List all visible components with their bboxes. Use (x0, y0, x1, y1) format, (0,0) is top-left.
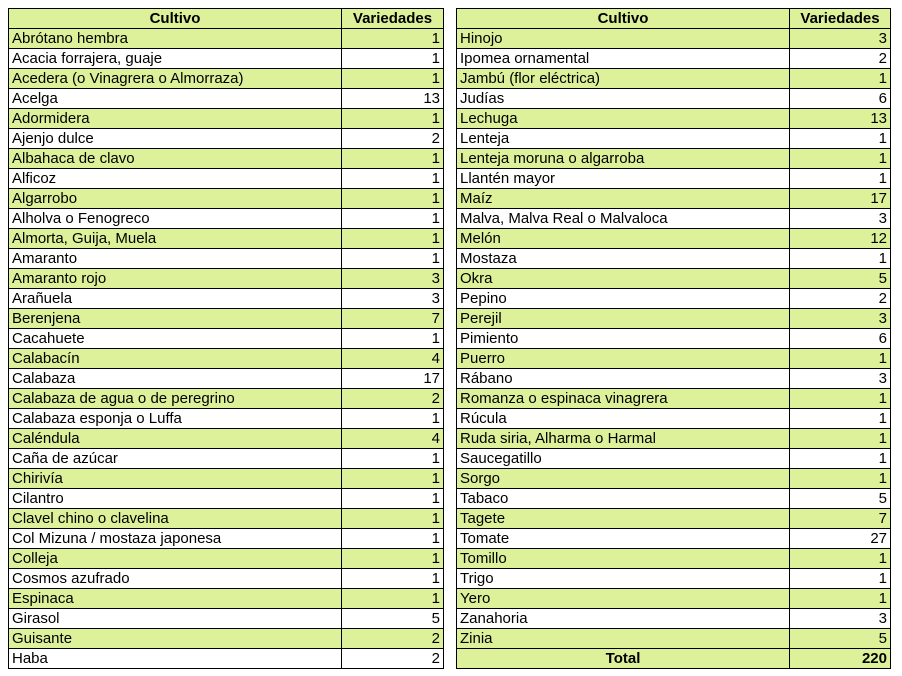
crop-name-cell: Clavel chino o clavelina (9, 509, 342, 529)
crop-name-cell: Romanza o espinaca vinagrera (457, 389, 790, 409)
crops-table-right-body (457, 29, 891, 649)
crop-name-cell: Calabaza esponja o Luffa (9, 409, 342, 429)
table-row (457, 429, 891, 449)
crop-name-cell: Tagete (457, 509, 790, 529)
table-row (9, 169, 444, 189)
crops-table-left (8, 8, 444, 669)
crop-name-cell: Puerro (457, 349, 790, 369)
crop-name-cell: Col Mizuna / mostaza japonesa (9, 529, 342, 549)
variety-count-cell: 1 (342, 589, 444, 609)
variety-count-cell: 1 (790, 589, 891, 609)
table-row (9, 489, 444, 509)
variety-count-cell: 1 (342, 329, 444, 349)
variety-count-cell: 1 (342, 549, 444, 569)
crop-name-cell: Malva, Malva Real o Malvaloca (457, 209, 790, 229)
table-row (457, 149, 891, 169)
crop-name-cell: Lenteja (457, 129, 790, 149)
crop-name-cell: Alholva o Fenogreco (9, 209, 342, 229)
variety-count-cell: 7 (342, 309, 444, 329)
variety-count-cell: 1 (342, 229, 444, 249)
variety-count-cell: 3 (790, 609, 891, 629)
variety-count-cell: 1 (790, 549, 891, 569)
table-row (457, 209, 891, 229)
column-header-cultivo: Cultivo (457, 9, 790, 29)
table-row (9, 129, 444, 149)
table-row (457, 529, 891, 549)
table-row (9, 409, 444, 429)
total-value: 220 (790, 649, 891, 669)
table-row (457, 69, 891, 89)
table-row (457, 29, 891, 49)
crop-name-cell: Haba (9, 649, 342, 669)
variety-count-cell: 1 (342, 469, 444, 489)
table-row (9, 229, 444, 249)
variety-count-cell: 1 (790, 349, 891, 369)
table-row (457, 549, 891, 569)
table-row (9, 189, 444, 209)
variety-count-cell: 1 (790, 129, 891, 149)
crop-name-cell: Arañuela (9, 289, 342, 309)
variety-count-cell: 1 (790, 469, 891, 489)
crop-name-cell: Ajenjo dulce (9, 129, 342, 149)
variety-count-cell: 2 (342, 389, 444, 409)
variety-count-cell: 1 (790, 169, 891, 189)
variety-count-cell: 3 (790, 369, 891, 389)
crop-name-cell: Melón (457, 229, 790, 249)
variety-count-cell: 1 (342, 29, 444, 49)
crop-name-cell: Zinia (457, 629, 790, 649)
column-header-cultivo: Cultivo (9, 9, 342, 29)
table-row (9, 309, 444, 329)
crops-table-right (456, 8, 891, 669)
crop-name-cell: Alficoz (9, 169, 342, 189)
table-row (457, 89, 891, 109)
crop-name-cell: Cosmos azufrado (9, 569, 342, 589)
table-row (9, 569, 444, 589)
variety-count-cell: 12 (790, 229, 891, 249)
table-row (9, 389, 444, 409)
table-row (457, 129, 891, 149)
crop-name-cell: Cilantro (9, 489, 342, 509)
table-row (9, 209, 444, 229)
table-row (457, 609, 891, 629)
variety-count-cell: 2 (342, 649, 444, 669)
crop-name-cell: Chirivía (9, 469, 342, 489)
table-row (9, 449, 444, 469)
variety-count-cell: 1 (342, 569, 444, 589)
table-row (457, 329, 891, 349)
variety-count-cell: 1 (342, 169, 444, 189)
total-row (457, 649, 891, 669)
variety-count-cell: 1 (790, 429, 891, 449)
total-label: Total (457, 649, 790, 669)
crop-name-cell: Pepino (457, 289, 790, 309)
crop-name-cell: Rábano (457, 369, 790, 389)
table-row (457, 169, 891, 189)
table-row (9, 589, 444, 609)
table-row (9, 609, 444, 629)
variety-count-cell: 3 (790, 209, 891, 229)
variety-count-cell: 2 (342, 629, 444, 649)
crop-name-cell: Girasol (9, 609, 342, 629)
variety-count-cell: 6 (790, 89, 891, 109)
table-row (9, 149, 444, 169)
variety-count-cell: 1 (342, 209, 444, 229)
crop-name-cell: Ipomea ornamental (457, 49, 790, 69)
variety-count-cell: 17 (790, 189, 891, 209)
table-row (9, 349, 444, 369)
variety-count-cell: 1 (342, 409, 444, 429)
crop-name-cell: Mostaza (457, 249, 790, 269)
table-row (9, 469, 444, 489)
crop-name-cell: Cacahuete (9, 329, 342, 349)
table-row (457, 189, 891, 209)
variety-count-cell: 6 (790, 329, 891, 349)
crop-name-cell: Calabacín (9, 349, 342, 369)
variety-count-cell: 1 (790, 249, 891, 269)
crop-name-cell: Perejil (457, 309, 790, 329)
crop-name-cell: Zanahoria (457, 609, 790, 629)
crop-name-cell: Maíz (457, 189, 790, 209)
column-header-variedades: Variedades (790, 9, 891, 29)
crop-name-cell: Ruda siria, Alharma o Harmal (457, 429, 790, 449)
crop-name-cell: Lechuga (457, 109, 790, 129)
table-row (9, 29, 444, 49)
variety-count-cell: 1 (790, 389, 891, 409)
crop-name-cell: Adormidera (9, 109, 342, 129)
table-row (457, 449, 891, 469)
table-row (9, 529, 444, 549)
variety-count-cell: 3 (790, 29, 891, 49)
crop-name-cell: Hinojo (457, 29, 790, 49)
table-row (457, 509, 891, 529)
crop-name-cell: Judías (457, 89, 790, 109)
crop-name-cell: Sorgo (457, 469, 790, 489)
table-row (457, 369, 891, 389)
variety-count-cell: 1 (342, 489, 444, 509)
table-row (9, 369, 444, 389)
crop-name-cell: Yero (457, 589, 790, 609)
crop-name-cell: Acedera (o Vinagrera o Almorraza) (9, 69, 342, 89)
table-row (457, 109, 891, 129)
variety-count-cell: 2 (342, 129, 444, 149)
crop-name-cell: Okra (457, 269, 790, 289)
variety-count-cell: 1 (342, 189, 444, 209)
variety-count-cell: 1 (790, 149, 891, 169)
crop-name-cell: Espinaca (9, 589, 342, 609)
crop-name-cell: Algarrobo (9, 189, 342, 209)
table-row (457, 349, 891, 369)
table-row (457, 469, 891, 489)
variety-count-cell: 1 (342, 109, 444, 129)
table-row (457, 309, 891, 329)
table-row (9, 329, 444, 349)
variety-count-cell: 2 (790, 289, 891, 309)
variety-count-cell: 1 (342, 249, 444, 269)
variety-count-cell: 13 (342, 89, 444, 109)
table-row (457, 489, 891, 509)
table-row (457, 269, 891, 289)
table-row (9, 109, 444, 129)
crop-name-cell: Llantén mayor (457, 169, 790, 189)
crop-name-cell: Trigo (457, 569, 790, 589)
table-row (457, 589, 891, 609)
variety-count-cell: 5 (342, 609, 444, 629)
header-row (9, 9, 444, 29)
crop-name-cell: Caña de azúcar (9, 449, 342, 469)
variety-count-cell: 2 (790, 49, 891, 69)
variety-count-cell: 3 (790, 309, 891, 329)
variety-count-cell: 7 (790, 509, 891, 529)
crops-table-left-body (9, 29, 444, 669)
table-row (457, 229, 891, 249)
variety-count-cell: 17 (342, 369, 444, 389)
table-row (457, 49, 891, 69)
crop-name-cell: Acacia forrajera, guaje (9, 49, 342, 69)
crop-name-cell: Lenteja moruna o algarroba (457, 149, 790, 169)
table-row (9, 429, 444, 449)
crop-name-cell: Pimiento (457, 329, 790, 349)
variety-count-cell: 1 (790, 69, 891, 89)
variety-count-cell: 3 (342, 289, 444, 309)
table-row (9, 629, 444, 649)
table-row (9, 549, 444, 569)
variety-count-cell: 27 (790, 529, 891, 549)
crop-name-cell: Colleja (9, 549, 342, 569)
table-row (9, 89, 444, 109)
crop-name-cell: Berenjena (9, 309, 342, 329)
crop-name-cell: Calabaza de agua o de peregrino (9, 389, 342, 409)
table-row (9, 69, 444, 89)
variety-count-cell: 4 (342, 429, 444, 449)
header-row (457, 9, 891, 29)
variety-count-cell: 1 (342, 529, 444, 549)
crop-name-cell: Abrótano hembra (9, 29, 342, 49)
table-row (457, 409, 891, 429)
table-row (9, 509, 444, 529)
table-row (457, 629, 891, 649)
crop-name-cell: Jambú (flor eléctrica) (457, 69, 790, 89)
table-row (9, 49, 444, 69)
variety-count-cell: 5 (790, 629, 891, 649)
table-row (457, 249, 891, 269)
table-row (9, 649, 444, 669)
table-row (9, 289, 444, 309)
variety-count-cell: 4 (342, 349, 444, 369)
table-row (9, 269, 444, 289)
variety-count-cell: 5 (790, 489, 891, 509)
variety-count-cell: 1 (342, 49, 444, 69)
crop-name-cell: Caléndula (9, 429, 342, 449)
crop-name-cell: Rúcula (457, 409, 790, 429)
crop-name-cell: Almorta, Guija, Muela (9, 229, 342, 249)
table-row (457, 569, 891, 589)
variety-count-cell: 1 (342, 69, 444, 89)
column-header-variedades: Variedades (342, 9, 444, 29)
variety-count-cell: 1 (342, 149, 444, 169)
crop-name-cell: Tabaco (457, 489, 790, 509)
variety-count-cell: 1 (790, 569, 891, 589)
crop-name-cell: Calabaza (9, 369, 342, 389)
crop-name-cell: Saucegatillo (457, 449, 790, 469)
variety-count-cell: 1 (342, 449, 444, 469)
crop-name-cell: Acelga (9, 89, 342, 109)
variety-count-cell: 1 (790, 449, 891, 469)
variety-count-cell: 1 (342, 509, 444, 529)
table-row (457, 289, 891, 309)
table-row (457, 389, 891, 409)
variety-count-cell: 1 (790, 409, 891, 429)
crop-name-cell: Albahaca de clavo (9, 149, 342, 169)
variety-count-cell: 3 (342, 269, 444, 289)
crop-name-cell: Tomate (457, 529, 790, 549)
variety-count-cell: 5 (790, 269, 891, 289)
crop-name-cell: Tomillo (457, 549, 790, 569)
table-row (9, 249, 444, 269)
crop-name-cell: Amaranto rojo (9, 269, 342, 289)
variety-count-cell: 13 (790, 109, 891, 129)
crop-name-cell: Guisante (9, 629, 342, 649)
crop-name-cell: Amaranto (9, 249, 342, 269)
